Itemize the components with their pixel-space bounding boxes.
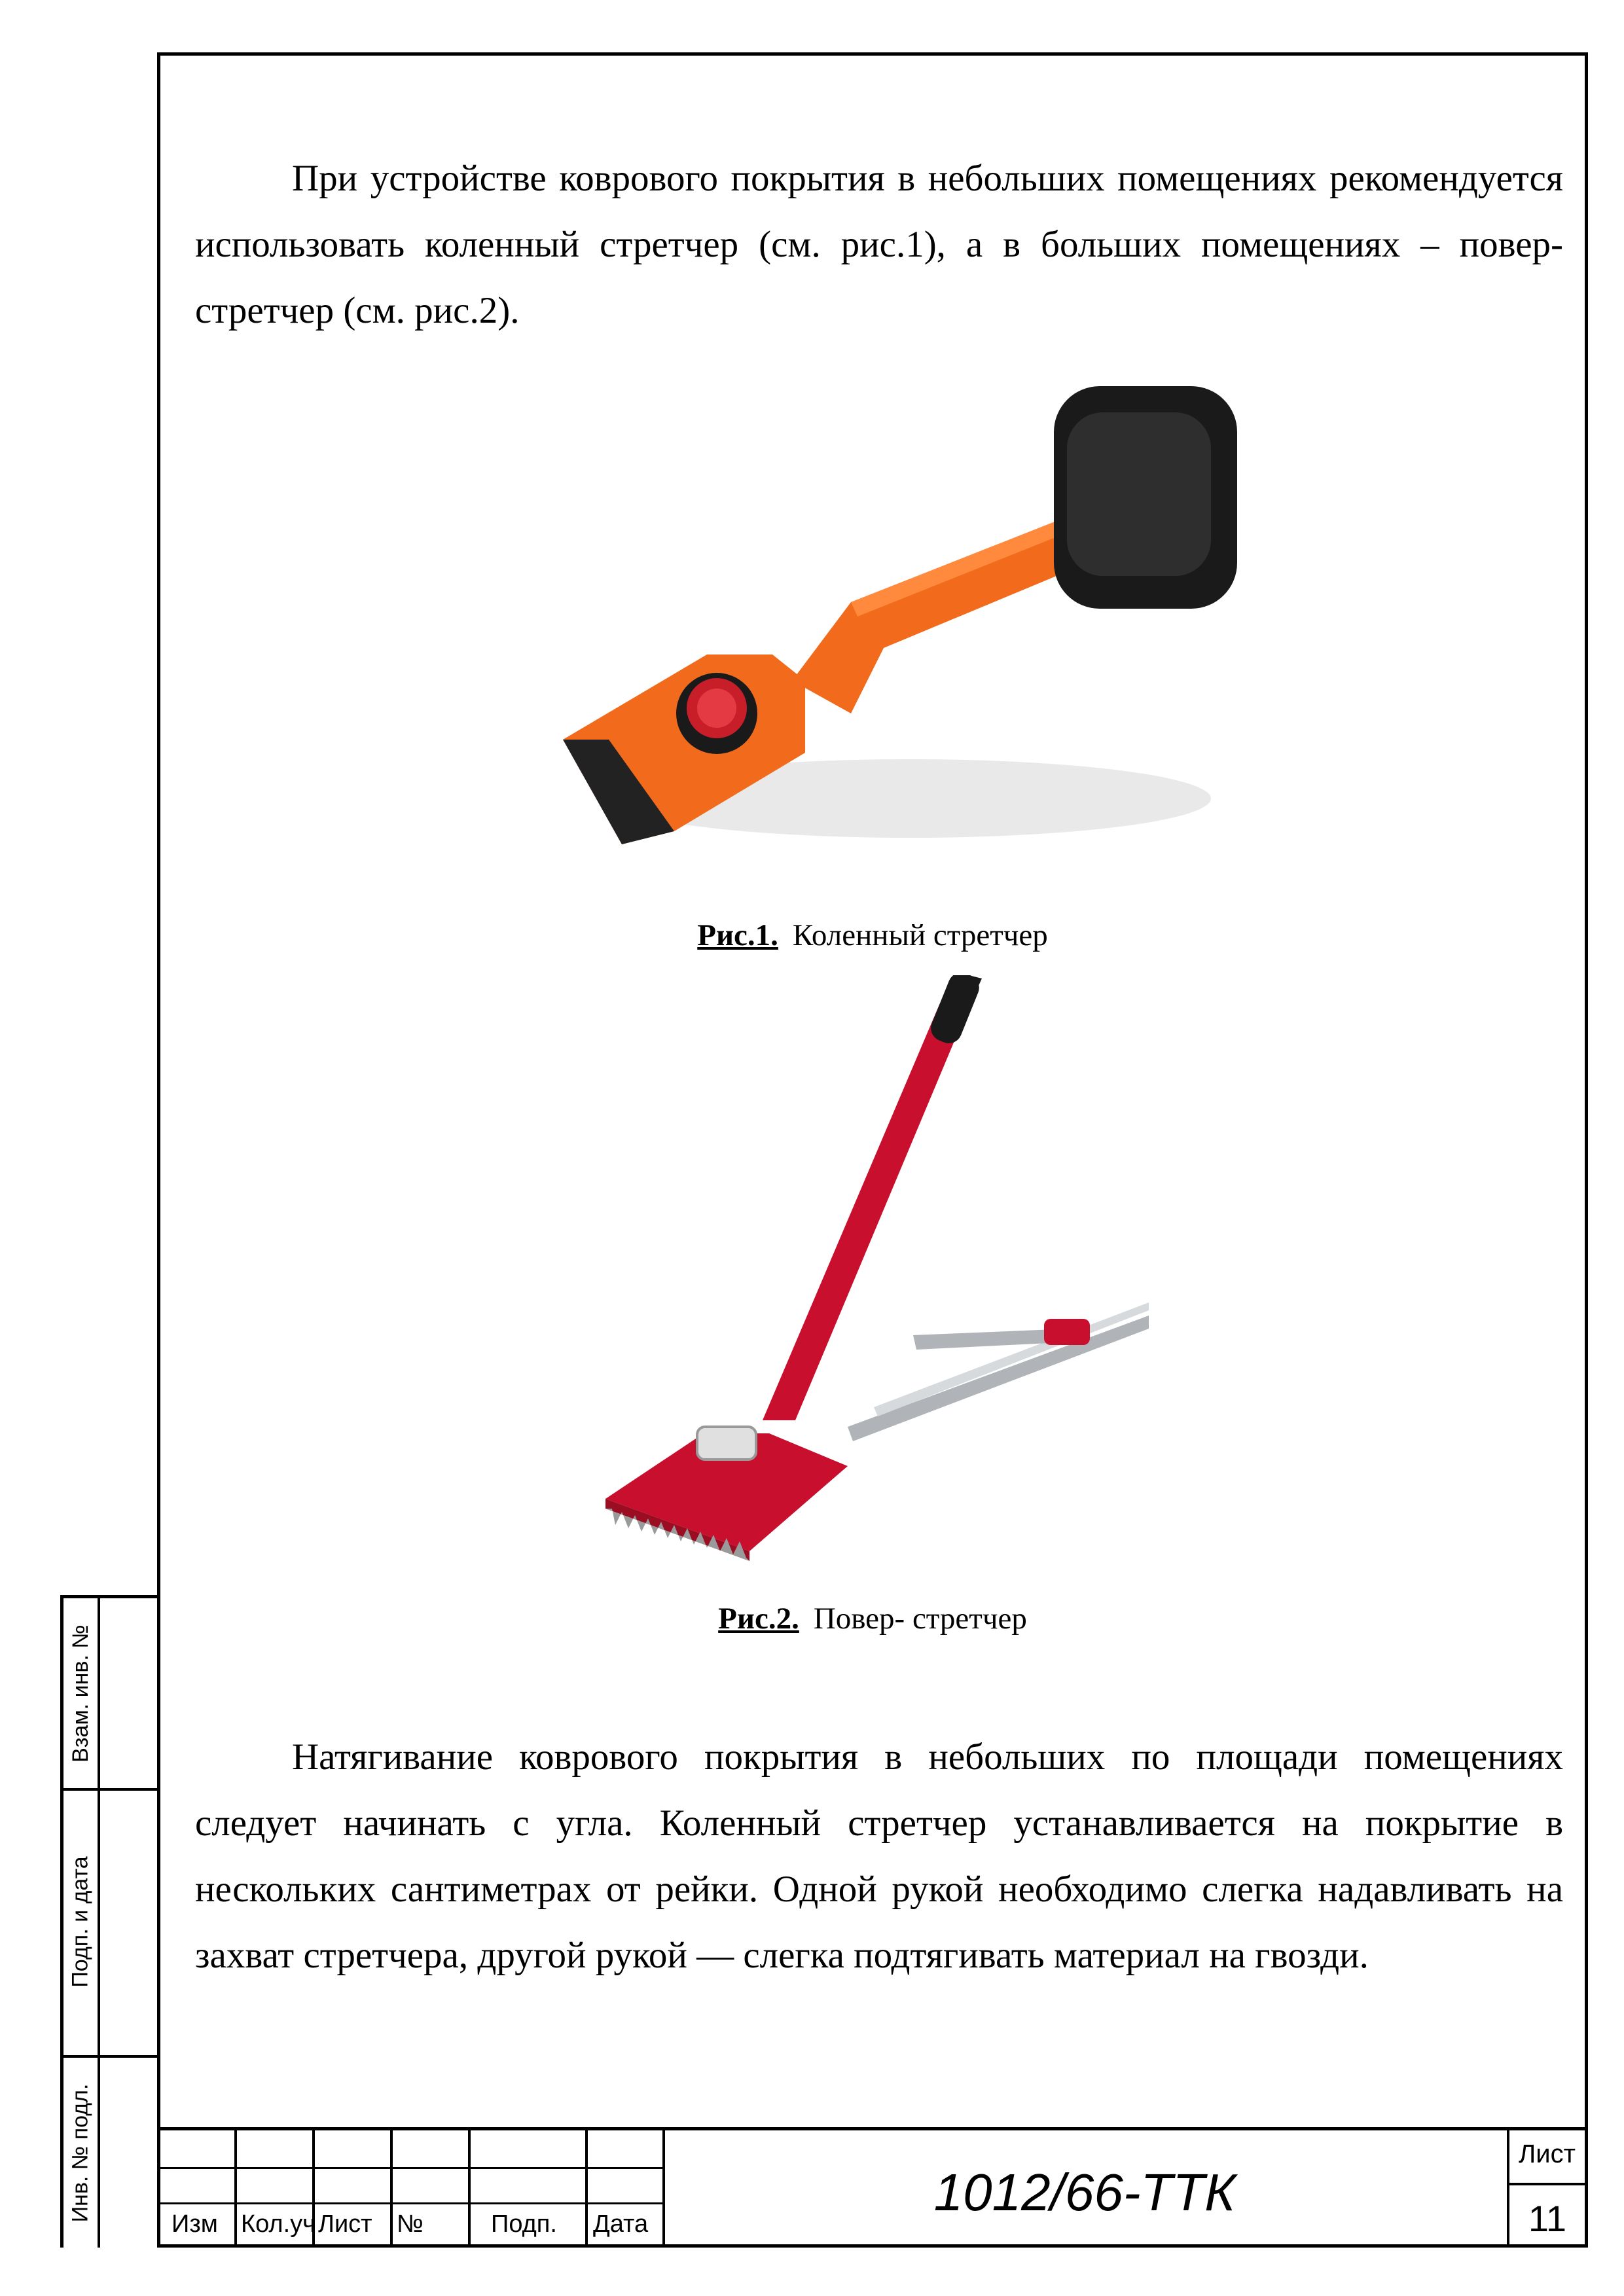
figure-1-text: Коленный стретчер (792, 918, 1048, 952)
header-sheet: Лист (318, 2210, 372, 2238)
power-stretcher-image (599, 975, 1155, 1577)
side-label-original-inv: Инв. № подл. (67, 2083, 93, 2223)
side-label-replacement-inv: Взам. инв. № (67, 1624, 93, 1763)
side-strip (60, 1595, 157, 2248)
sheet-label: Лист (1519, 2140, 1576, 2168)
header-count: Кол.уч (241, 2210, 316, 2238)
side-label-sign-date: Подп. и дата (67, 1856, 93, 1988)
header-date: Дата (593, 2210, 649, 2238)
sheet-number: 11 (1528, 2198, 1567, 2239)
figure-2-caption (157, 1601, 1588, 1636)
knee-stretcher-image (543, 373, 1263, 864)
document-code: 1012/66-ТТК (933, 2163, 1236, 2221)
figure-2-label: Рис.2. (718, 1602, 799, 1636)
figure-1-caption (157, 918, 1588, 953)
intro-paragraph: При устройстве коврового покрытия в небольших помещениях рекомендуется использовать коленный стретчер (см. рис.1), а в больших помещениях – повер-стретчер (см. рис.2). (195, 158, 1563, 331)
figure-2-text: Повер- стретчер (813, 1602, 1027, 1636)
body-paragraph: Натягивание коврового покрытия в небольших по площади помещениях следует начинать с угла. Коленный стретчер устанавливается на покрытие в нескольких сантиметрах от рейки. Одной рукой необходимо слегка надавливать на захват стретчера, другой рукой — слегка подтягивать материал на гвозди. (195, 1736, 1563, 1976)
title-block (157, 2127, 1588, 2248)
header-change: Изм (171, 2210, 218, 2238)
figure-1-label: Рис.1. (697, 918, 778, 952)
header-number: № (397, 2210, 424, 2238)
header-signature: Подп. (491, 2210, 557, 2238)
